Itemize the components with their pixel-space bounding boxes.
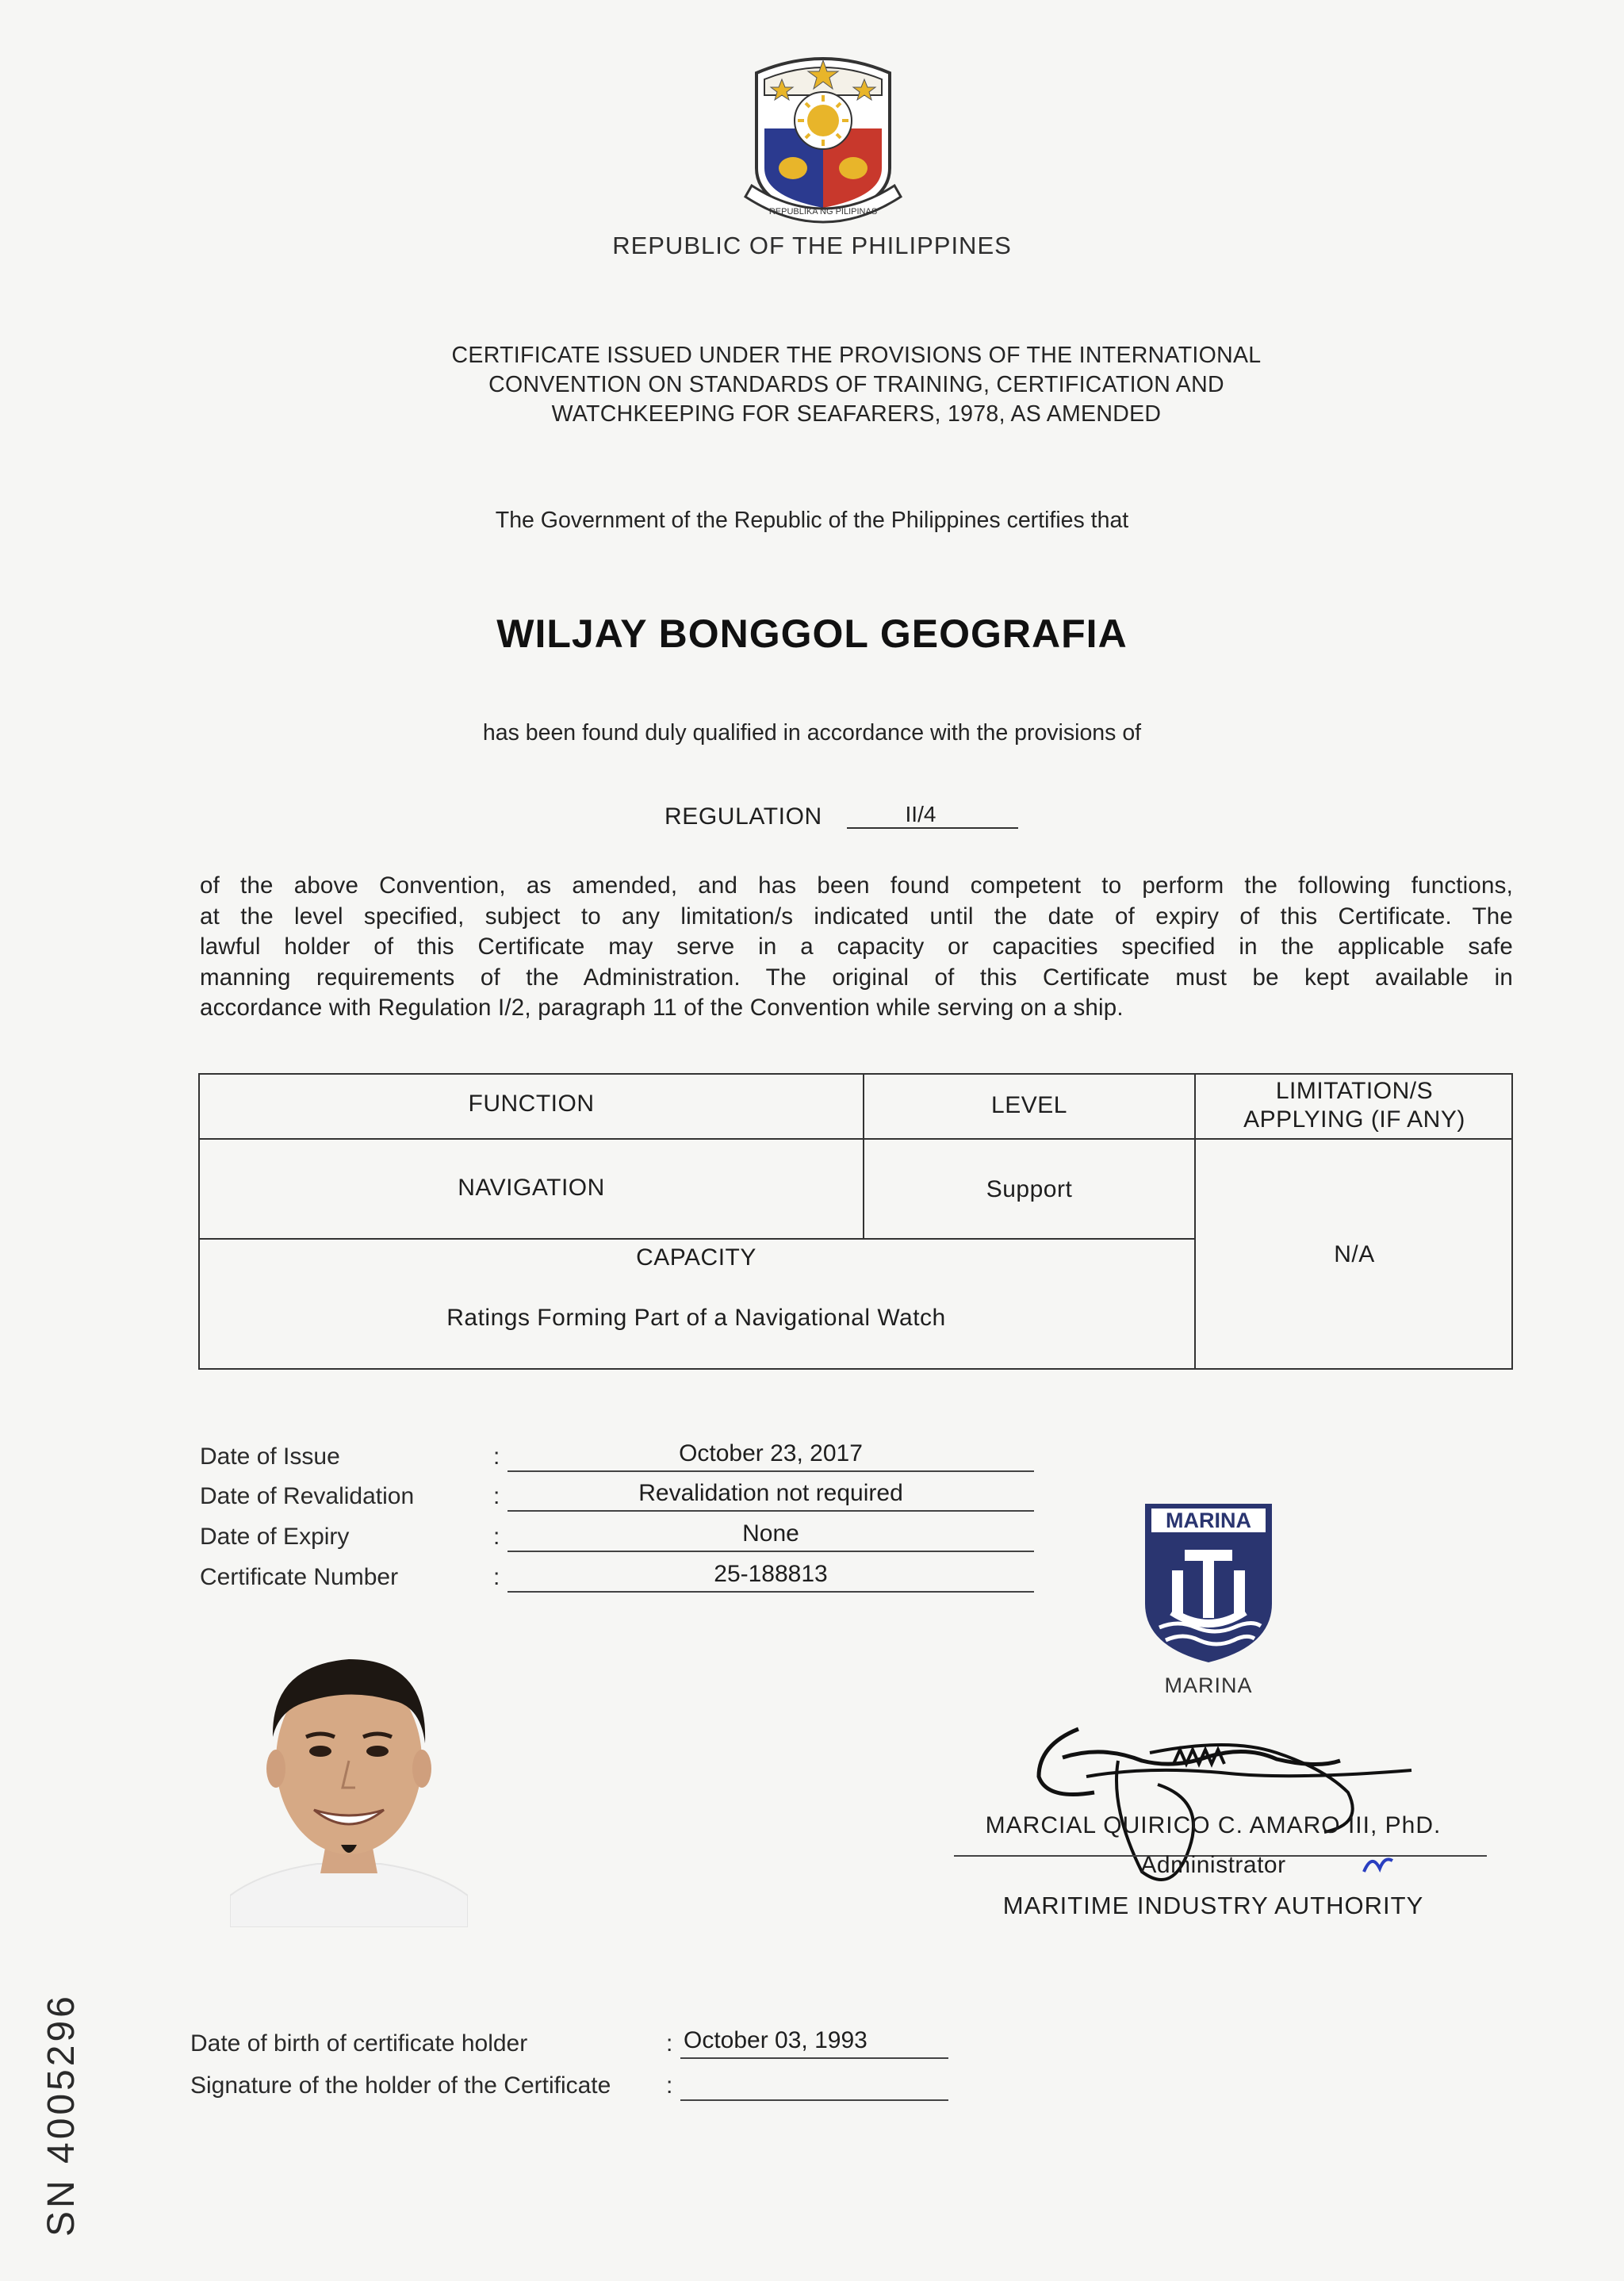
paragraph-line: lawful holder of this Certificate may serve in a capacity or capacities specified in the applicable safe <box>200 933 1513 960</box>
philippine-coat-of-arms-icon <box>741 49 906 233</box>
competency-paragraph <box>200 871 1513 1024</box>
serial-number: SN 4005296 <box>40 1993 82 2237</box>
holder-photo <box>230 1642 468 1927</box>
detail-label: Date of Expiry <box>200 1524 350 1550</box>
detail-label: Certificate Number <box>200 1564 399 1590</box>
marina-logo-icon <box>1140 1501 1277 1666</box>
detail-colon: : <box>493 1524 500 1550</box>
detail-colon: : <box>493 1564 500 1590</box>
date-of-revalidation-value: Revalidation not required <box>508 1480 1034 1512</box>
function-value: NAVIGATION <box>458 1175 605 1201</box>
limitation-value: N/A <box>1334 1241 1375 1267</box>
capacity-label: CAPACITY <box>636 1244 756 1271</box>
header-row-divider <box>198 1138 1513 1140</box>
paragraph-line: of the above Convention, as amended, and has been found competent to perform the following functions, <box>200 872 1513 899</box>
marina-logo-label: MARINA <box>1164 1673 1253 1697</box>
signatory-name: MARCIAL QUIRICO C. AMARO III, PhD. <box>985 1812 1442 1838</box>
dob-colon: : <box>666 2030 673 2057</box>
certifies-text: The Government of the Republic of the Philippines certifies that <box>495 508 1129 533</box>
date-of-expiry-value: None <box>508 1520 1034 1552</box>
svg-text:REPUBLIKA NG PILIPINAS: REPUBLIKA NG PILIPINAS <box>768 207 878 217</box>
detail-colon: : <box>493 1483 500 1509</box>
capacity-divider <box>198 1238 1194 1240</box>
paragraph-line: at the level specified, subject to any limitation/s indicated until the date of expiry of this Certificate. The <box>200 903 1513 930</box>
holder-signature-colon: : <box>666 2072 673 2099</box>
holder-name: WILJAY BONGGOL GEOGRAFIA <box>496 611 1128 656</box>
level-value: Support <box>986 1176 1073 1202</box>
issuing-agency: MARITIME INDUSTRY AUTHORITY <box>1002 1892 1424 1919</box>
signatory-title: Administrator <box>1140 1852 1286 1878</box>
regulation-label: REGULATION <box>665 803 822 830</box>
limitation-header-line2: APPLYING (IF ANY) <box>1243 1106 1465 1133</box>
limitation-header-line1: LIMITATION/S <box>1275 1078 1434 1104</box>
svg-text:MARINA: MARINA <box>1166 1509 1251 1532</box>
certificate-number-value: 25-188813 <box>508 1561 1034 1593</box>
convention-header <box>317 341 1396 429</box>
qualified-text: has been found duly qualified in accordance with the provisions of <box>482 720 1142 746</box>
date-of-issue-value: October 23, 2017 <box>508 1440 1034 1472</box>
convention-line: CONVENTION ON STANDARDS OF TRAINING, CERTIFICATION AND <box>488 372 1224 397</box>
convention-line: WATCHKEEPING FOR SEAFARERS, 1978, AS AMENDED <box>551 401 1162 427</box>
holder-signature-label: Signature of the holder of the Certificate <box>190 2072 611 2099</box>
dob-value: October 03, 1993 <box>680 2027 948 2059</box>
paragraph-line: manning requirements of the Administration. The original of this Certificate must be kept available in <box>200 964 1513 991</box>
dob-label: Date of birth of certificate holder <box>190 2030 528 2057</box>
regulation-value: II/4 <box>847 802 1018 829</box>
function-header: FUNCTION <box>468 1091 595 1117</box>
table-border-top <box>198 1073 1513 1075</box>
detail-label: Date of Revalidation <box>200 1483 415 1509</box>
detail-colon: : <box>493 1443 500 1470</box>
paragraph-line: accordance with Regulation I/2, paragraph 11 of the Convention while serving on a ship. <box>200 995 1124 1021</box>
capacity-value: Ratings Forming Part of a Navigational Watch <box>446 1305 946 1331</box>
convention-line: CERTIFICATE ISSUED UNDER THE PROVISIONS OF THE INTERNATIONAL <box>451 343 1262 368</box>
detail-label: Date of Issue <box>200 1443 340 1470</box>
holder-signature-field <box>680 2069 948 2101</box>
level-header: LEVEL <box>991 1092 1067 1118</box>
issuing-country: REPUBLIC OF THE PHILIPPINES <box>612 232 1012 259</box>
function-table <box>198 1073 1513 1370</box>
table-border-bottom <box>198 1368 1513 1370</box>
